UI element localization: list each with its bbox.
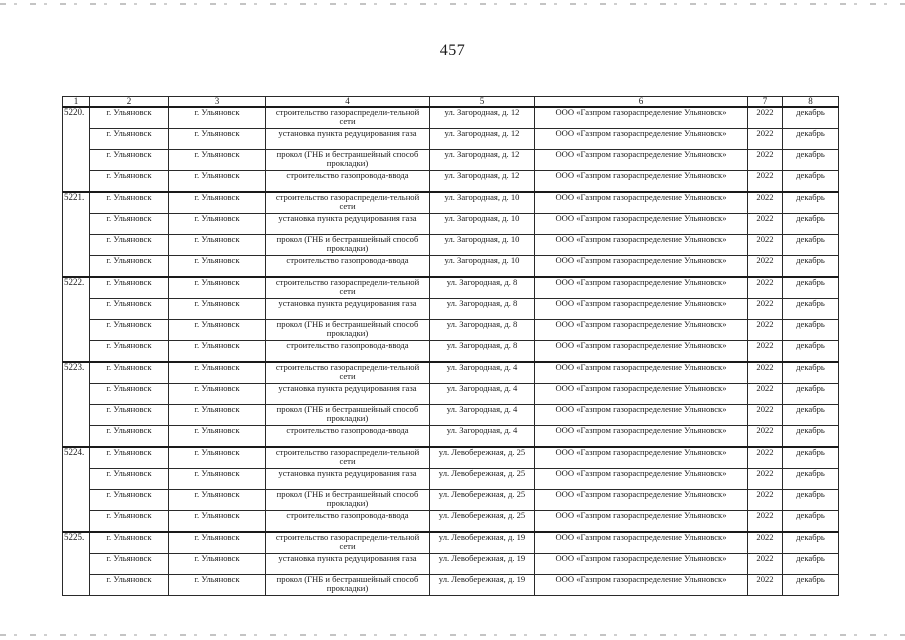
year-cell: 2022 xyxy=(748,256,783,278)
municipality-cell: г. Ульяновск xyxy=(169,447,266,469)
address-cell: ул. Загородная, д. 12 xyxy=(430,129,535,150)
settlement-cell: г. Ульяновск xyxy=(90,511,169,533)
month-cell: декабрь xyxy=(783,256,839,278)
table-row xyxy=(63,447,839,469)
month-cell: декабрь xyxy=(783,214,839,235)
header-cell-6: 6 xyxy=(535,97,748,108)
work-type-cell: прокол (ГНБ и бестраншейный способ прокладки) xyxy=(266,235,430,256)
settlement-cell: г. Ульяновск xyxy=(90,277,169,299)
address-cell: ул. Левобережная, д. 25 xyxy=(430,447,535,469)
organization-cell: ООО «Газпром газораспределение Ульяновск» xyxy=(535,426,748,448)
settlement-cell: г. Ульяновск xyxy=(90,490,169,511)
table-row xyxy=(63,320,839,341)
address-cell: ул. Загородная, д. 4 xyxy=(430,384,535,405)
organization-cell: ООО «Газпром газораспределение Ульяновск» xyxy=(535,447,748,469)
month-cell: декабрь xyxy=(783,384,839,405)
work-type-cell: установка пункта редуцирования газа xyxy=(266,299,430,320)
municipality-cell: г. Ульяновск xyxy=(169,511,266,533)
month-cell: декабрь xyxy=(783,235,839,256)
organization-cell: ООО «Газпром газораспределение Ульяновск» xyxy=(535,384,748,405)
municipality-cell: г. Ульяновск xyxy=(169,277,266,299)
month-cell: декабрь xyxy=(783,150,839,171)
organization-cell: ООО «Газпром газораспределение Ульяновск» xyxy=(535,214,748,235)
work-type-cell: прокол (ГНБ и бестраншейный способ прокладки) xyxy=(266,490,430,511)
year-cell: 2022 xyxy=(748,341,783,363)
year-cell: 2022 xyxy=(748,299,783,320)
month-cell: декабрь xyxy=(783,277,839,299)
month-cell: декабрь xyxy=(783,447,839,469)
month-cell: декабрь xyxy=(783,554,839,575)
work-type-cell: прокол (ГНБ и бестраншейный способ прокладки) xyxy=(266,405,430,426)
organization-cell: ООО «Газпром газораспределение Ульяновск» xyxy=(535,299,748,320)
table-row xyxy=(63,554,839,575)
organization-cell: ООО «Газпром газораспределение Ульяновск» xyxy=(535,490,748,511)
table-row xyxy=(63,575,839,596)
month-cell: декабрь xyxy=(783,362,839,384)
address-cell: ул. Загородная, д. 8 xyxy=(430,320,535,341)
work-type-cell: строительство газораспредели-тельной сети xyxy=(266,532,430,554)
month-cell: декабрь xyxy=(783,575,839,596)
municipality-cell: г. Ульяновск xyxy=(169,341,266,363)
organization-cell: ООО «Газпром газораспределение Ульяновск» xyxy=(535,575,748,596)
work-type-cell: прокол (ГНБ и бестраншейный способ прокладки) xyxy=(266,575,430,596)
work-type-cell: строительство газораспредели-тельной сети xyxy=(266,192,430,214)
work-type-cell: строительство газопровода-ввода xyxy=(266,171,430,193)
header-cell-7: 7 xyxy=(748,97,783,108)
address-cell: ул. Загородная, д. 12 xyxy=(430,150,535,171)
address-cell: ул. Загородная, д. 12 xyxy=(430,107,535,129)
work-type-cell: строительство газораспредели-тельной сети xyxy=(266,362,430,384)
municipality-cell: г. Ульяновск xyxy=(169,235,266,256)
municipality-cell: г. Ульяновск xyxy=(169,575,266,596)
address-cell: ул. Левобережная, д. 19 xyxy=(430,554,535,575)
item-number-cell: 5221. xyxy=(63,192,90,277)
address-cell: ул. Загородная, д. 4 xyxy=(430,426,535,448)
table-row xyxy=(63,192,839,214)
settlement-cell: г. Ульяновск xyxy=(90,150,169,171)
table-row xyxy=(63,129,839,150)
municipality-cell: г. Ульяновск xyxy=(169,171,266,193)
header-cell-8: 8 xyxy=(783,97,839,108)
year-cell: 2022 xyxy=(748,447,783,469)
item-number-cell: 5222. xyxy=(63,277,90,362)
municipality-cell: г. Ульяновск xyxy=(169,192,266,214)
settlement-cell: г. Ульяновск xyxy=(90,235,169,256)
organization-cell: ООО «Газпром газораспределение Ульяновск» xyxy=(535,341,748,363)
municipality-cell: г. Ульяновск xyxy=(169,554,266,575)
year-cell: 2022 xyxy=(748,554,783,575)
year-cell: 2022 xyxy=(748,214,783,235)
organization-cell: ООО «Газпром газораспределение Ульяновск» xyxy=(535,192,748,214)
table-row xyxy=(63,511,839,533)
municipality-cell: г. Ульяновск xyxy=(169,256,266,278)
work-type-cell: строительство газопровода-ввода xyxy=(266,426,430,448)
item-number-cell: 5225. xyxy=(63,532,90,596)
work-type-cell: установка пункта редуцирования газа xyxy=(266,384,430,405)
settlement-cell: г. Ульяновск xyxy=(90,554,169,575)
year-cell: 2022 xyxy=(748,129,783,150)
address-cell: ул. Загородная, д. 8 xyxy=(430,341,535,363)
settlement-cell: г. Ульяновск xyxy=(90,405,169,426)
municipality-cell: г. Ульяновск xyxy=(169,107,266,129)
year-cell: 2022 xyxy=(748,320,783,341)
municipality-cell: г. Ульяновск xyxy=(169,490,266,511)
year-cell: 2022 xyxy=(748,192,783,214)
month-cell: декабрь xyxy=(783,320,839,341)
organization-cell: ООО «Газпром газораспределение Ульяновск» xyxy=(535,150,748,171)
table-row xyxy=(63,405,839,426)
month-cell: декабрь xyxy=(783,341,839,363)
municipality-cell: г. Ульяновск xyxy=(169,129,266,150)
municipality-cell: г. Ульяновск xyxy=(169,214,266,235)
organization-cell: ООО «Газпром газораспределение Ульяновск» xyxy=(535,532,748,554)
settlement-cell: г. Ульяновск xyxy=(90,320,169,341)
organization-cell: ООО «Газпром газораспределение Ульяновск» xyxy=(535,362,748,384)
address-cell: ул. Загородная, д. 4 xyxy=(430,362,535,384)
work-type-cell: строительство газораспредели-тельной сети xyxy=(266,277,430,299)
settlement-cell: г. Ульяновск xyxy=(90,362,169,384)
table-body xyxy=(63,107,839,596)
header-cell-3: 3 xyxy=(169,97,266,108)
settlement-cell: г. Ульяновск xyxy=(90,299,169,320)
year-cell: 2022 xyxy=(748,532,783,554)
address-cell: ул. Загородная, д. 8 xyxy=(430,277,535,299)
settlement-cell: г. Ульяновск xyxy=(90,341,169,363)
table-row xyxy=(63,214,839,235)
organization-cell: ООО «Газпром газораспределение Ульяновск» xyxy=(535,469,748,490)
year-cell: 2022 xyxy=(748,107,783,129)
table-row xyxy=(63,171,839,193)
scan-edge-bottom xyxy=(0,634,905,636)
settlement-cell: г. Ульяновск xyxy=(90,214,169,235)
month-cell: декабрь xyxy=(783,511,839,533)
month-cell: декабрь xyxy=(783,405,839,426)
organization-cell: ООО «Газпром газораспределение Ульяновск» xyxy=(535,256,748,278)
organization-cell: ООО «Газпром газораспределение Ульяновск» xyxy=(535,320,748,341)
year-cell: 2022 xyxy=(748,384,783,405)
municipality-cell: г. Ульяновск xyxy=(169,384,266,405)
settlement-cell: г. Ульяновск xyxy=(90,384,169,405)
month-cell: декабрь xyxy=(783,532,839,554)
item-number-cell: 5224. xyxy=(63,447,90,532)
settlement-cell: г. Ульяновск xyxy=(90,171,169,193)
month-cell: декабрь xyxy=(783,107,839,129)
organization-cell: ООО «Газпром газораспределение Ульяновск» xyxy=(535,277,748,299)
settlement-cell: г. Ульяновск xyxy=(90,192,169,214)
work-type-cell: установка пункта редуцирования газа xyxy=(266,554,430,575)
table-row xyxy=(63,384,839,405)
table-row xyxy=(63,490,839,511)
year-cell: 2022 xyxy=(748,469,783,490)
header-cell-4: 4 xyxy=(266,97,430,108)
municipality-cell: г. Ульяновск xyxy=(169,532,266,554)
address-cell: ул. Загородная, д. 12 xyxy=(430,171,535,193)
address-cell: ул. Левобережная, д. 19 xyxy=(430,532,535,554)
month-cell: декабрь xyxy=(783,299,839,320)
year-cell: 2022 xyxy=(748,426,783,448)
work-type-cell: прокол (ГНБ и бестраншейный способ прокладки) xyxy=(266,150,430,171)
table-row xyxy=(63,107,839,129)
address-cell: ул. Загородная, д. 4 xyxy=(430,405,535,426)
year-cell: 2022 xyxy=(748,150,783,171)
work-type-cell: установка пункта редуцирования газа xyxy=(266,469,430,490)
table-row xyxy=(63,362,839,384)
table-row xyxy=(63,235,839,256)
header-row xyxy=(63,97,839,108)
address-cell: ул. Левобережная, д. 25 xyxy=(430,490,535,511)
address-cell: ул. Загородная, д. 8 xyxy=(430,299,535,320)
address-cell: ул. Загородная, д. 10 xyxy=(430,214,535,235)
settlement-cell: г. Ульяновск xyxy=(90,469,169,490)
settlement-cell: г. Ульяновск xyxy=(90,256,169,278)
year-cell: 2022 xyxy=(748,511,783,533)
work-type-cell: строительство газопровода-ввода xyxy=(266,341,430,363)
municipality-cell: г. Ульяновск xyxy=(169,150,266,171)
year-cell: 2022 xyxy=(748,575,783,596)
scan-edge-top xyxy=(0,3,905,5)
year-cell: 2022 xyxy=(748,277,783,299)
municipality-cell: г. Ульяновск xyxy=(169,299,266,320)
year-cell: 2022 xyxy=(748,362,783,384)
address-cell: ул. Левобережная, д. 19 xyxy=(430,575,535,596)
table-row xyxy=(63,150,839,171)
works-table xyxy=(62,96,839,596)
address-cell: ул. Загородная, д. 10 xyxy=(430,192,535,214)
work-type-cell: установка пункта редуцирования газа xyxy=(266,129,430,150)
municipality-cell: г. Ульяновск xyxy=(169,320,266,341)
year-cell: 2022 xyxy=(748,235,783,256)
item-number-cell: 5223. xyxy=(63,362,90,447)
work-type-cell: установка пункта редуцирования газа xyxy=(266,214,430,235)
month-cell: декабрь xyxy=(783,469,839,490)
organization-cell: ООО «Газпром газораспределение Ульяновск» xyxy=(535,171,748,193)
municipality-cell: г. Ульяновск xyxy=(169,469,266,490)
settlement-cell: г. Ульяновск xyxy=(90,426,169,448)
address-cell: ул. Загородная, д. 10 xyxy=(430,235,535,256)
table-row xyxy=(63,256,839,278)
organization-cell: ООО «Газпром газораспределение Ульяновск» xyxy=(535,511,748,533)
month-cell: декабрь xyxy=(783,192,839,214)
table-row xyxy=(63,299,839,320)
municipality-cell: г. Ульяновск xyxy=(169,426,266,448)
municipality-cell: г. Ульяновск xyxy=(169,362,266,384)
table-row xyxy=(63,277,839,299)
work-type-cell: прокол (ГНБ и бестраншейный способ прокладки) xyxy=(266,320,430,341)
work-type-cell: строительство газораспредели-тельной сети xyxy=(266,447,430,469)
table-row xyxy=(63,469,839,490)
settlement-cell: г. Ульяновск xyxy=(90,447,169,469)
header-cell-2: 2 xyxy=(90,97,169,108)
work-type-cell: строительство газопровода-ввода xyxy=(266,511,430,533)
page-number: 457 xyxy=(439,42,466,59)
municipality-cell: г. Ульяновск xyxy=(169,405,266,426)
organization-cell: ООО «Газпром газораспределение Ульяновск» xyxy=(535,554,748,575)
month-cell: декабрь xyxy=(783,129,839,150)
year-cell: 2022 xyxy=(748,171,783,193)
header-cell-1: 1 xyxy=(63,97,90,108)
organization-cell: ООО «Газпром газораспределение Ульяновск» xyxy=(535,235,748,256)
month-cell: декабрь xyxy=(783,426,839,448)
settlement-cell: г. Ульяновск xyxy=(90,575,169,596)
work-type-cell: строительство газопровода-ввода xyxy=(266,256,430,278)
organization-cell: ООО «Газпром газораспределение Ульяновск» xyxy=(535,107,748,129)
address-cell: ул. Загородная, д. 10 xyxy=(430,256,535,278)
organization-cell: ООО «Газпром газораспределение Ульяновск» xyxy=(535,405,748,426)
settlement-cell: г. Ульяновск xyxy=(90,107,169,129)
item-number-cell: 5220. xyxy=(63,107,90,192)
work-type-cell: строительство газораспредели-тельной сети xyxy=(266,107,430,129)
table-row xyxy=(63,341,839,363)
year-cell: 2022 xyxy=(748,490,783,511)
settlement-cell: г. Ульяновск xyxy=(90,129,169,150)
address-cell: ул. Левобережная, д. 25 xyxy=(430,469,535,490)
month-cell: декабрь xyxy=(783,171,839,193)
organization-cell: ООО «Газпром газораспределение Ульяновск» xyxy=(535,129,748,150)
header-cell-5: 5 xyxy=(430,97,535,108)
year-cell: 2022 xyxy=(748,405,783,426)
address-cell: ул. Левобережная, д. 25 xyxy=(430,511,535,533)
table-row xyxy=(63,426,839,448)
settlement-cell: г. Ульяновск xyxy=(90,532,169,554)
month-cell: декабрь xyxy=(783,490,839,511)
table-row xyxy=(63,532,839,554)
